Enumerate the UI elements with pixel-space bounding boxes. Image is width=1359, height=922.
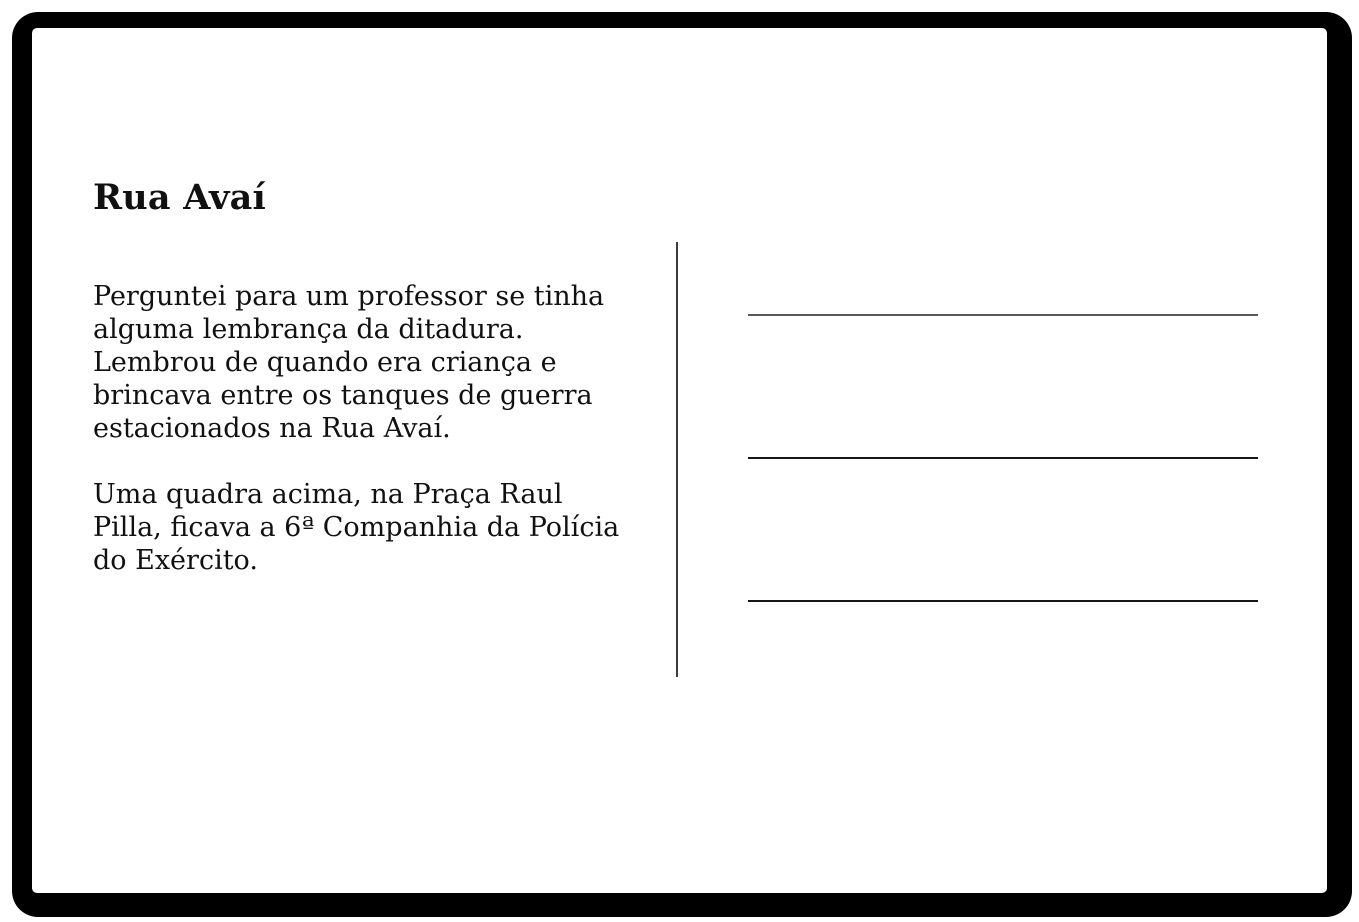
message-line: brincava entre os tanques de guerra	[93, 380, 593, 411]
postcard-frame	[12, 12, 1352, 917]
message-paragraph	[93, 280, 653, 445]
message-paragraph	[93, 478, 653, 577]
address-blank-line-2	[748, 457, 1258, 459]
postcard-center-divider	[676, 242, 678, 677]
message-line: Lembrou de quando era criança e	[93, 347, 557, 378]
address-blank-line-3	[748, 600, 1258, 602]
message-line: do Exército.	[93, 545, 258, 576]
message-line: alguma lembrança da ditadura.	[93, 314, 524, 345]
postcard-card	[32, 28, 1327, 893]
address-area	[748, 28, 1258, 893]
message-line: Perguntei para um professor se tinha	[93, 281, 605, 312]
message-line: estacionados na Rua Avaí.	[93, 413, 451, 444]
address-blank-line-1	[748, 314, 1258, 316]
postcard-title: Rua Avaí	[93, 177, 267, 218]
postcard-message	[93, 280, 653, 577]
message-line: Uma quadra acima, na Praça Raul	[93, 479, 563, 510]
message-line: Pilla, ficava a 6ª Companhia da Polícia	[93, 512, 620, 543]
